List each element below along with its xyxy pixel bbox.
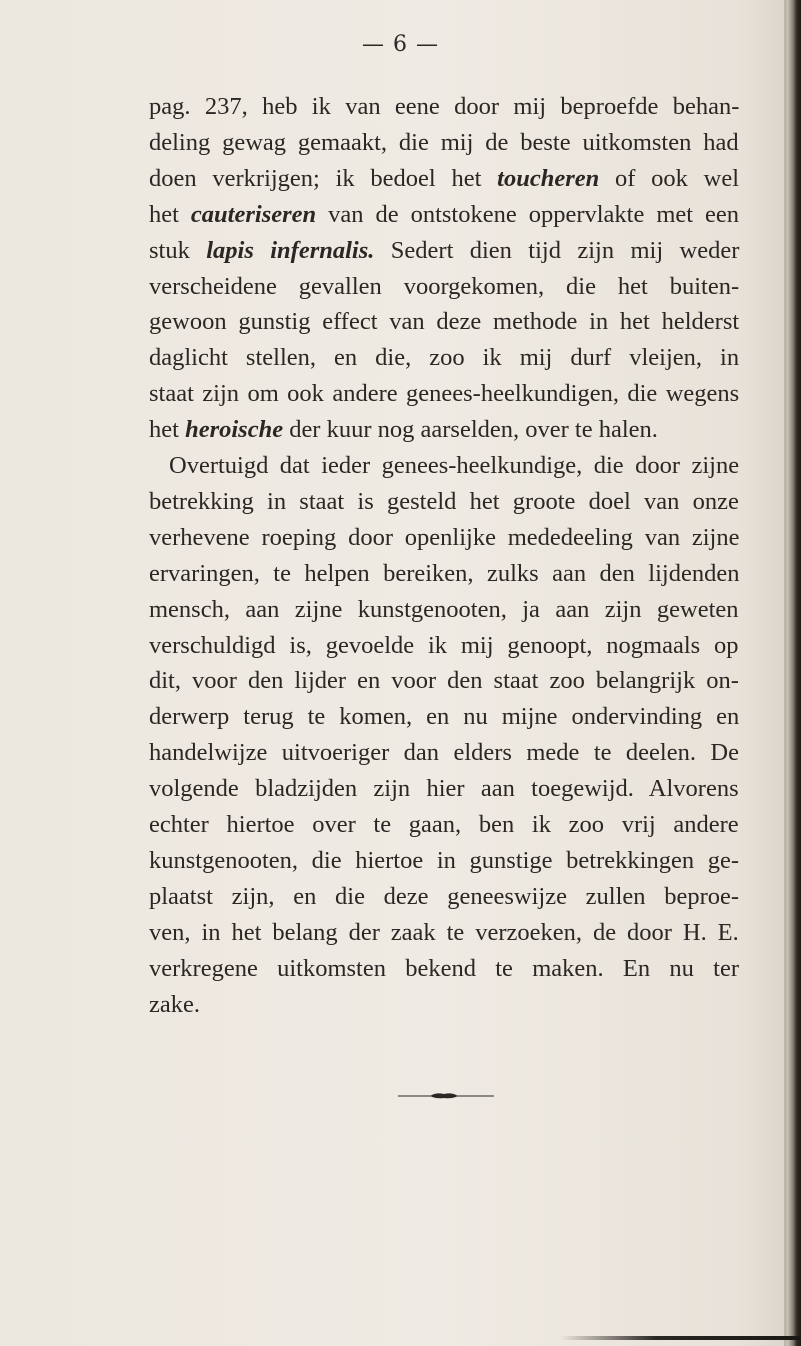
text-run: deling gewag gemaakt, die mij de beste uitkomsten had <box>149 128 739 156</box>
text-run: verschuldigd is, gevoelde ik mij genoopt, nogmaals op <box>149 631 739 659</box>
text-run: betrekking in staat is gesteld het groote doel van onze <box>149 487 739 515</box>
tail-piece-ornament-icon <box>396 1090 496 1102</box>
text-run: zake. <box>149 990 200 1018</box>
text-run: kunstgenooten, die hiertoe in gunstige betrekkingen ge- <box>149 846 739 874</box>
text-run: van de ontstokene oppervlakte met een <box>316 200 740 228</box>
text-run: gewoon gunstig effect van deze methode in het helderst <box>149 308 740 336</box>
text-run: het <box>149 416 186 444</box>
text-run: verscheidene gevallen voorgekomen, die het buiten- <box>149 272 740 300</box>
text-run: ven, in het belang der zaak te verzoeken, de door H. E. <box>149 918 739 946</box>
text-line <box>149 379 739 409</box>
text-line <box>149 415 658 445</box>
text-run: het <box>149 200 191 228</box>
text-line <box>149 666 739 696</box>
text-line <box>149 882 739 912</box>
text-run: verkregene uitkomsten bekend te maken. En nu ter <box>149 954 739 982</box>
text-run: verhevene roeping door openlijke mededeeling van zijne <box>149 523 740 551</box>
text-line <box>149 702 739 732</box>
text-line <box>149 595 739 625</box>
italic-term: lapis infernalis. <box>206 236 375 264</box>
binding-edge <box>787 0 801 1346</box>
text-run: handelwijze uitvoeriger dan elders mede te deelen. De <box>149 739 739 767</box>
text-line <box>149 343 739 373</box>
text-run: Sedert dien tijd zijn mij weder <box>374 236 740 264</box>
text-run: of ook wel <box>599 164 740 192</box>
text-run: volgende bladzijden zijn hier aan toegewijd. Alvorens <box>149 775 739 803</box>
text-run: ervaringen, te helpen bereiken, zulks aan den lijdenden <box>149 559 740 587</box>
text-line <box>149 200 739 230</box>
text-line <box>149 236 739 266</box>
text-line <box>149 128 739 158</box>
text-run: daglicht stellen, en die, zoo ik mij durf vleijen, in <box>149 344 740 372</box>
text-line <box>149 307 739 337</box>
bottom-edge-shadow <box>560 1336 801 1340</box>
text-line <box>149 810 739 840</box>
text-line <box>149 92 739 122</box>
page-number: — 6 — <box>362 32 439 57</box>
text-run: stuk <box>149 236 207 264</box>
text-run: derwerp terug te komen, en nu mijne ondervinding en <box>149 703 740 731</box>
text-run: staat zijn om ook andere genees-heelkundigen, die wegens <box>149 380 740 408</box>
text-line <box>149 738 739 768</box>
text-line <box>149 272 739 302</box>
text-line <box>149 631 739 661</box>
text-run: doen verkrijgen; ik bedoel het <box>149 164 498 192</box>
text-run: dit, voor den lijder en voor den staat zoo belangrijk on- <box>149 667 739 695</box>
text-line <box>149 954 739 984</box>
text-run: der kuur nog aarselden, over te halen. <box>283 416 658 444</box>
text-run: pag. 237, heb ik van eene door mij beproefde behan- <box>149 93 740 120</box>
text-line <box>149 990 200 1020</box>
text-line <box>149 164 739 194</box>
text-line <box>149 774 739 804</box>
text-run: plaatst zijn, en die deze geneeswijze zullen beproe- <box>149 882 740 910</box>
italic-term: toucheren <box>497 164 600 192</box>
italic-term: heroische <box>185 416 284 444</box>
text-line <box>149 918 739 948</box>
text-line <box>149 559 739 589</box>
text-line <box>149 487 739 517</box>
italic-term: cauteriseren <box>190 200 317 228</box>
text-line <box>169 451 739 481</box>
text-run: mensch, aan zijne kunstgenooten, ja aan zijn geweten <box>149 595 739 623</box>
text-run: echter hiertoe over te gaan, ben ik zoo vrij andere <box>149 811 739 838</box>
text-line <box>149 846 739 876</box>
text-run: Overtuigd dat ieder genees-heelkundige, die door zijne <box>169 452 740 479</box>
text-line <box>149 523 739 553</box>
